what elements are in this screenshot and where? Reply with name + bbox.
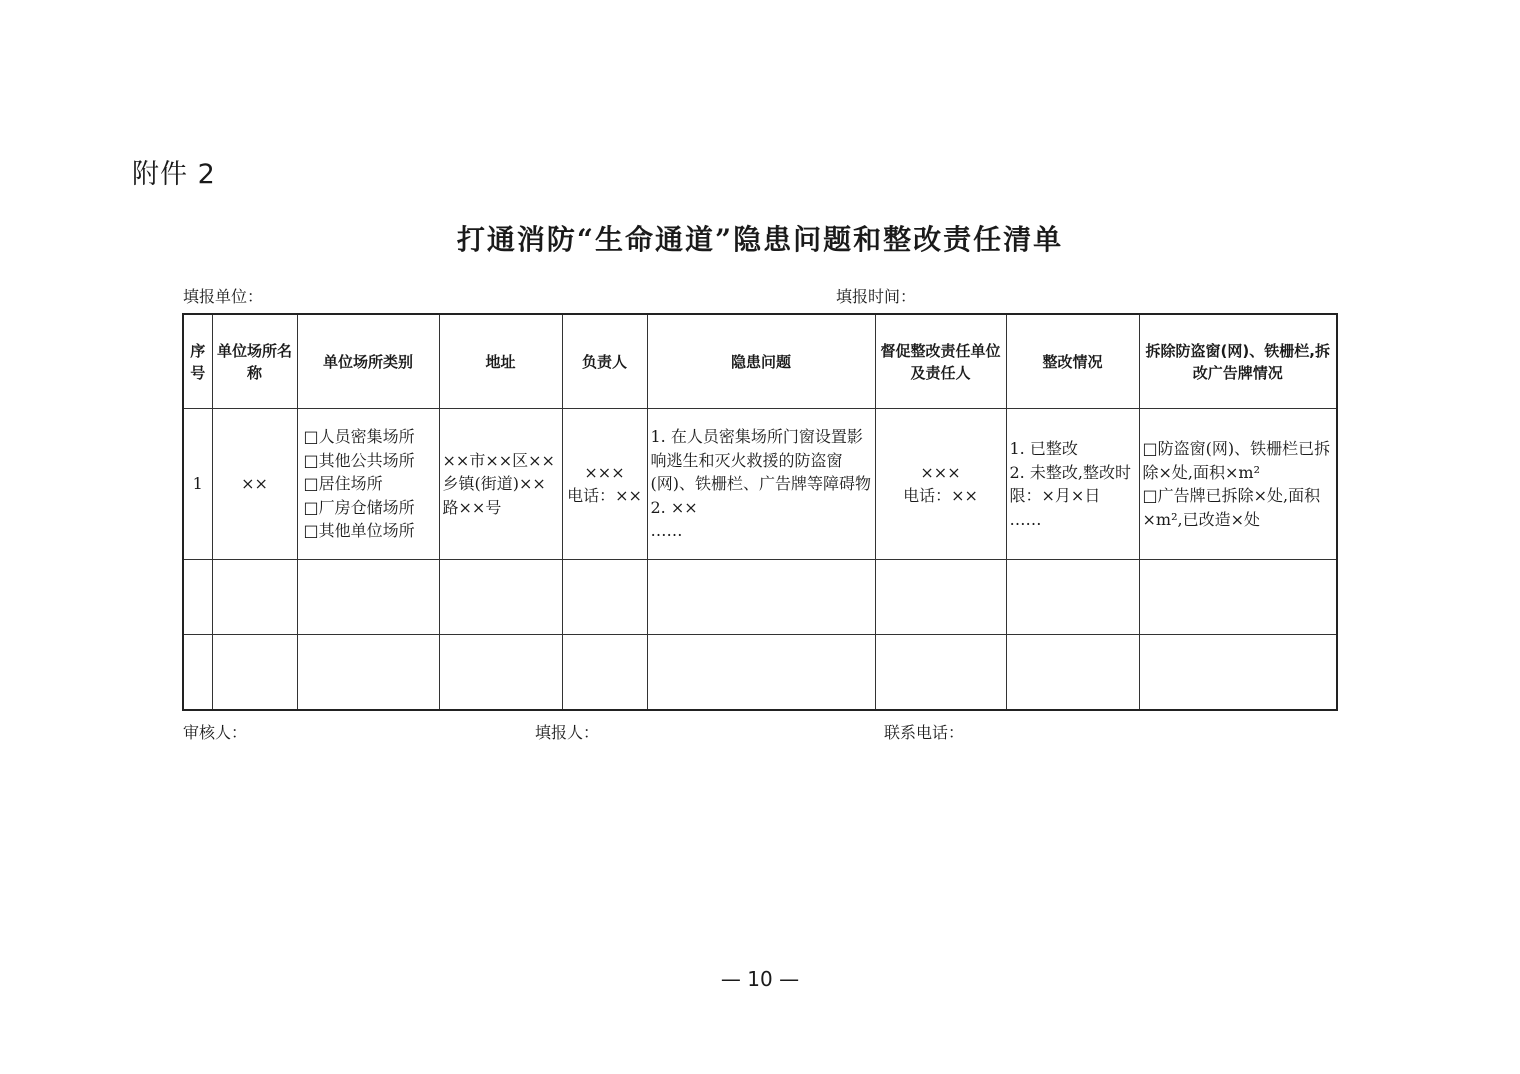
table-row: [183, 409, 1337, 560]
category-option: □其他单位场所: [303, 521, 415, 541]
hazard-table: [182, 313, 1338, 711]
table-row-empty: [183, 635, 1337, 711]
cell-removal: [1139, 409, 1337, 560]
owner-name: ×××: [584, 462, 625, 482]
hazard-item: 2. ××: [650, 497, 698, 517]
category-option: □居住场所: [303, 474, 383, 494]
col-header-hazard: 隐患问题: [647, 314, 875, 409]
removal-item: □广告牌已拆除×处,面积×m²,已改造×处: [1142, 486, 1321, 529]
col-header-removal: 拆除防盗窗(网)、铁栅栏,拆改广告牌情况: [1139, 314, 1337, 409]
responsible-name: ×××: [920, 462, 961, 482]
cell-category: [297, 409, 439, 560]
col-header-seq: 序号: [183, 314, 212, 409]
cell-owner: [562, 409, 647, 560]
contact-phone-label: 联系电话：: [884, 723, 965, 742]
page-number: — 10 —: [720, 967, 800, 991]
cell-rectify: [1006, 409, 1139, 560]
col-header-category: 单位场所类别: [297, 314, 439, 409]
removal-item: □防盗窗(网)、铁栅栏已拆除×处,面积×m²: [1142, 439, 1331, 482]
reviewer-label: 审核人：: [183, 723, 248, 742]
header-row: [183, 314, 1337, 409]
category-option: □厂房仓储场所: [303, 497, 415, 517]
hazard-item: ……: [650, 521, 683, 541]
col-header-owner: 负责人: [562, 314, 647, 409]
responsible-phone: 电话：××: [903, 486, 978, 505]
rectify-item: 1. 已整改: [1009, 439, 1078, 458]
hazard-item: 1. 在人员密集场所门窗设置影响逃生和灭火救援的防盗窗(网)、铁栅栏、广告牌等障碍物: [650, 427, 871, 494]
owner-phone: 电话：××: [567, 486, 642, 505]
col-header-responsible: 督促整改责任单位及责任人: [875, 314, 1006, 409]
cell-name: ××: [212, 409, 297, 560]
cell-seq: 1: [183, 409, 212, 560]
document-title: 打通消防“生命通道”隐患问题和整改责任清单: [456, 223, 1064, 256]
cell-responsible: [875, 409, 1006, 560]
col-header-name: 单位场所名称: [212, 314, 297, 409]
reporter-label: 填报人：: [535, 723, 600, 742]
fill-time-label: 填报时间：: [836, 287, 917, 306]
rectify-item: 2. 未整改,整改时限：×月×日: [1009, 462, 1131, 505]
table-row-empty: [183, 560, 1337, 635]
rectify-item: ……: [1009, 509, 1042, 529]
category-option: □其他公共场所: [303, 450, 415, 470]
cell-hazard: [647, 409, 875, 560]
col-header-address: 地址: [439, 314, 562, 409]
col-header-rectify: 整改情况: [1006, 314, 1139, 409]
fill-unit-label: 填报单位：: [183, 287, 264, 306]
category-option: □人员密集场所: [303, 427, 415, 447]
cell-address: ××市××区××乡镇(街道)××路××号: [439, 409, 562, 560]
attachment-label: 附件 2: [132, 159, 216, 190]
